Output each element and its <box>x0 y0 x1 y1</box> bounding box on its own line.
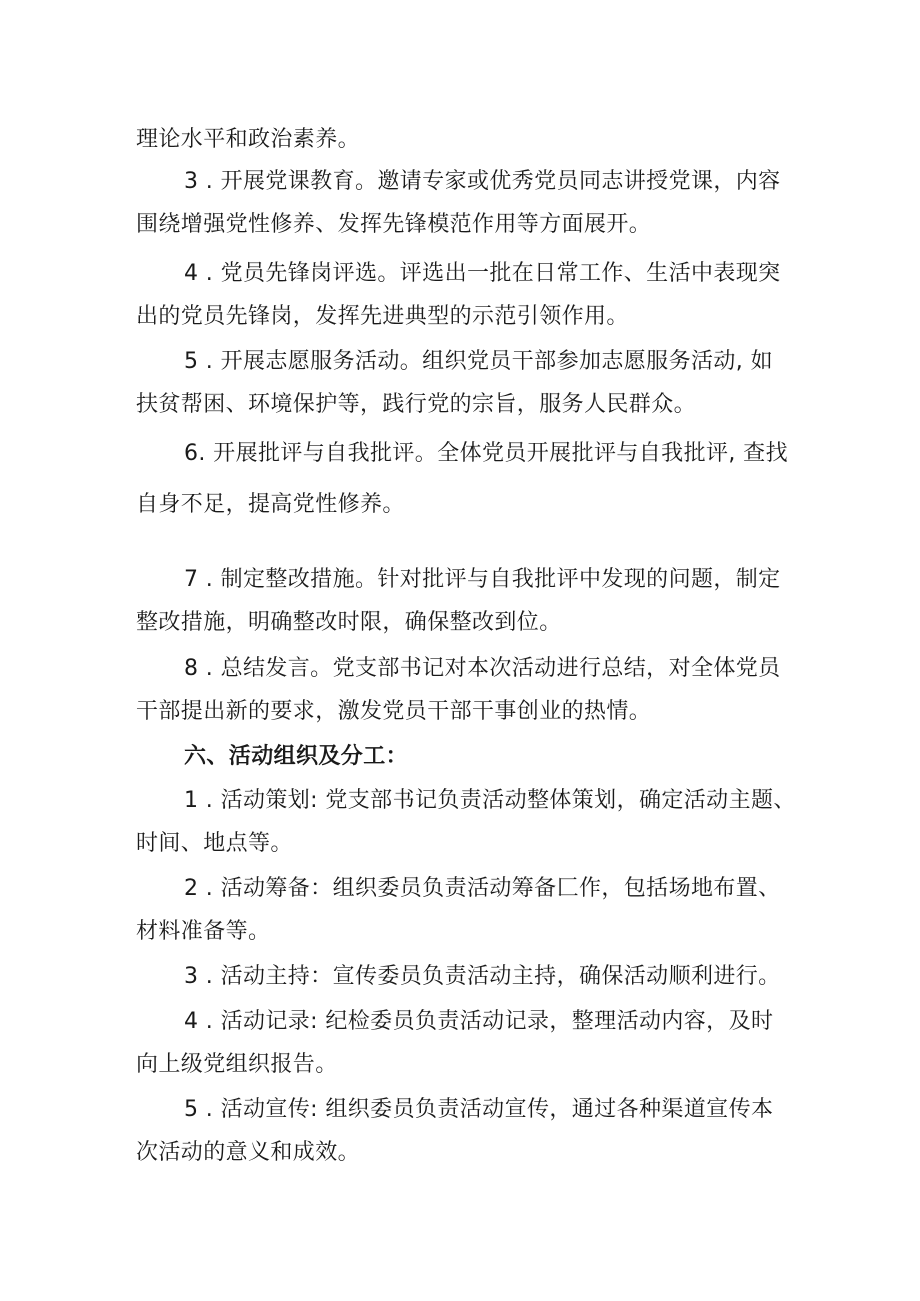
text-line: 次活动的意义和成效。 <box>136 1140 361 1165</box>
text-line: 自身不足，提高党性修养。 <box>136 492 405 517</box>
paragraph-role-5-publicity <box>136 1088 796 1174</box>
text-line: 6. 开展批评与自我批评。全体党员开展批评与自我批评, 查找 <box>184 441 788 466</box>
text-line: 整改措施，明确整改时限，确保整改到位。 <box>136 610 562 635</box>
paragraph-item-6-criticism <box>136 432 796 526</box>
text-line: 7 . 制定整改措施。针对批评与自我批评中发现的问题，制定 <box>184 567 781 592</box>
text-line: 8 . 总结发言。党支部书记对本次活动进行总结，对全体党员 <box>184 656 781 681</box>
text-line: 5 . 开展志愿服务活动。组织党员干部参加志愿服务活动, 如 <box>184 349 773 374</box>
text-line: 理论水平和政治素养。 <box>136 127 361 152</box>
text-line: 材料准备等。 <box>136 919 271 944</box>
text-line: 4 . 活动记录: 纪检委员负责活动记录，整理活动内容，及时 <box>184 1009 774 1034</box>
text-line: 向上级党组织报告。 <box>136 1052 338 1077</box>
text-line: 出的党员先锋岗，发挥先进典型的示范引领作用。 <box>136 304 629 329</box>
heading-text: 六、活动组织及分工： <box>184 744 409 769</box>
paragraph-item-3-party-lecture <box>136 160 796 246</box>
text-line: 3 . 活动主持：宣传委员负责活动主持，确保活动顺利进行。 <box>184 964 781 989</box>
paragraph-role-4-recording <box>136 1000 796 1086</box>
paragraph-role-2-preparation <box>136 867 796 953</box>
text-line: 围绕增强党性修养、发挥先锋模范作用等方面展开。 <box>136 212 652 237</box>
text-line: 1 . 活动策划: 党支部书记负责活动整体策划，确定活动主题、 <box>184 788 796 813</box>
text-line: 时间、地点等。 <box>136 831 293 856</box>
text-line: 3 . 开展党课教育。邀请专家或优秀党员同志讲授党课，内容 <box>184 169 781 194</box>
text-line: 2 . 活动筹备：组织委员负责活动筹备匚作，包括场地布置、 <box>184 876 781 901</box>
paragraph-item-7-rectification <box>136 558 796 644</box>
paragraph-item-8-summary <box>136 647 796 733</box>
paragraph-role-1-planning <box>136 779 796 865</box>
text-line: 5 . 活动宣传: 组织委员负责活动宣传，通过各种渠道宣传本 <box>184 1097 774 1122</box>
text-line: 4 . 党员先锋岗评选。评选出一批在日常工作、生活中表现突 <box>184 261 781 286</box>
paragraph-intro-tail <box>136 118 796 161</box>
paragraph-role-3-hosting <box>136 955 796 998</box>
paragraph-item-4-pioneer-post <box>136 252 796 338</box>
paragraph-item-5-volunteer <box>136 340 796 426</box>
section-heading-organization <box>136 735 796 778</box>
text-line: 扶贫帮困、环境保护等，践行党的宗旨，服务人民群众。 <box>136 392 697 417</box>
text-line: 干部提出新的要求，激发党员干部干事创业的热情。 <box>136 699 652 724</box>
